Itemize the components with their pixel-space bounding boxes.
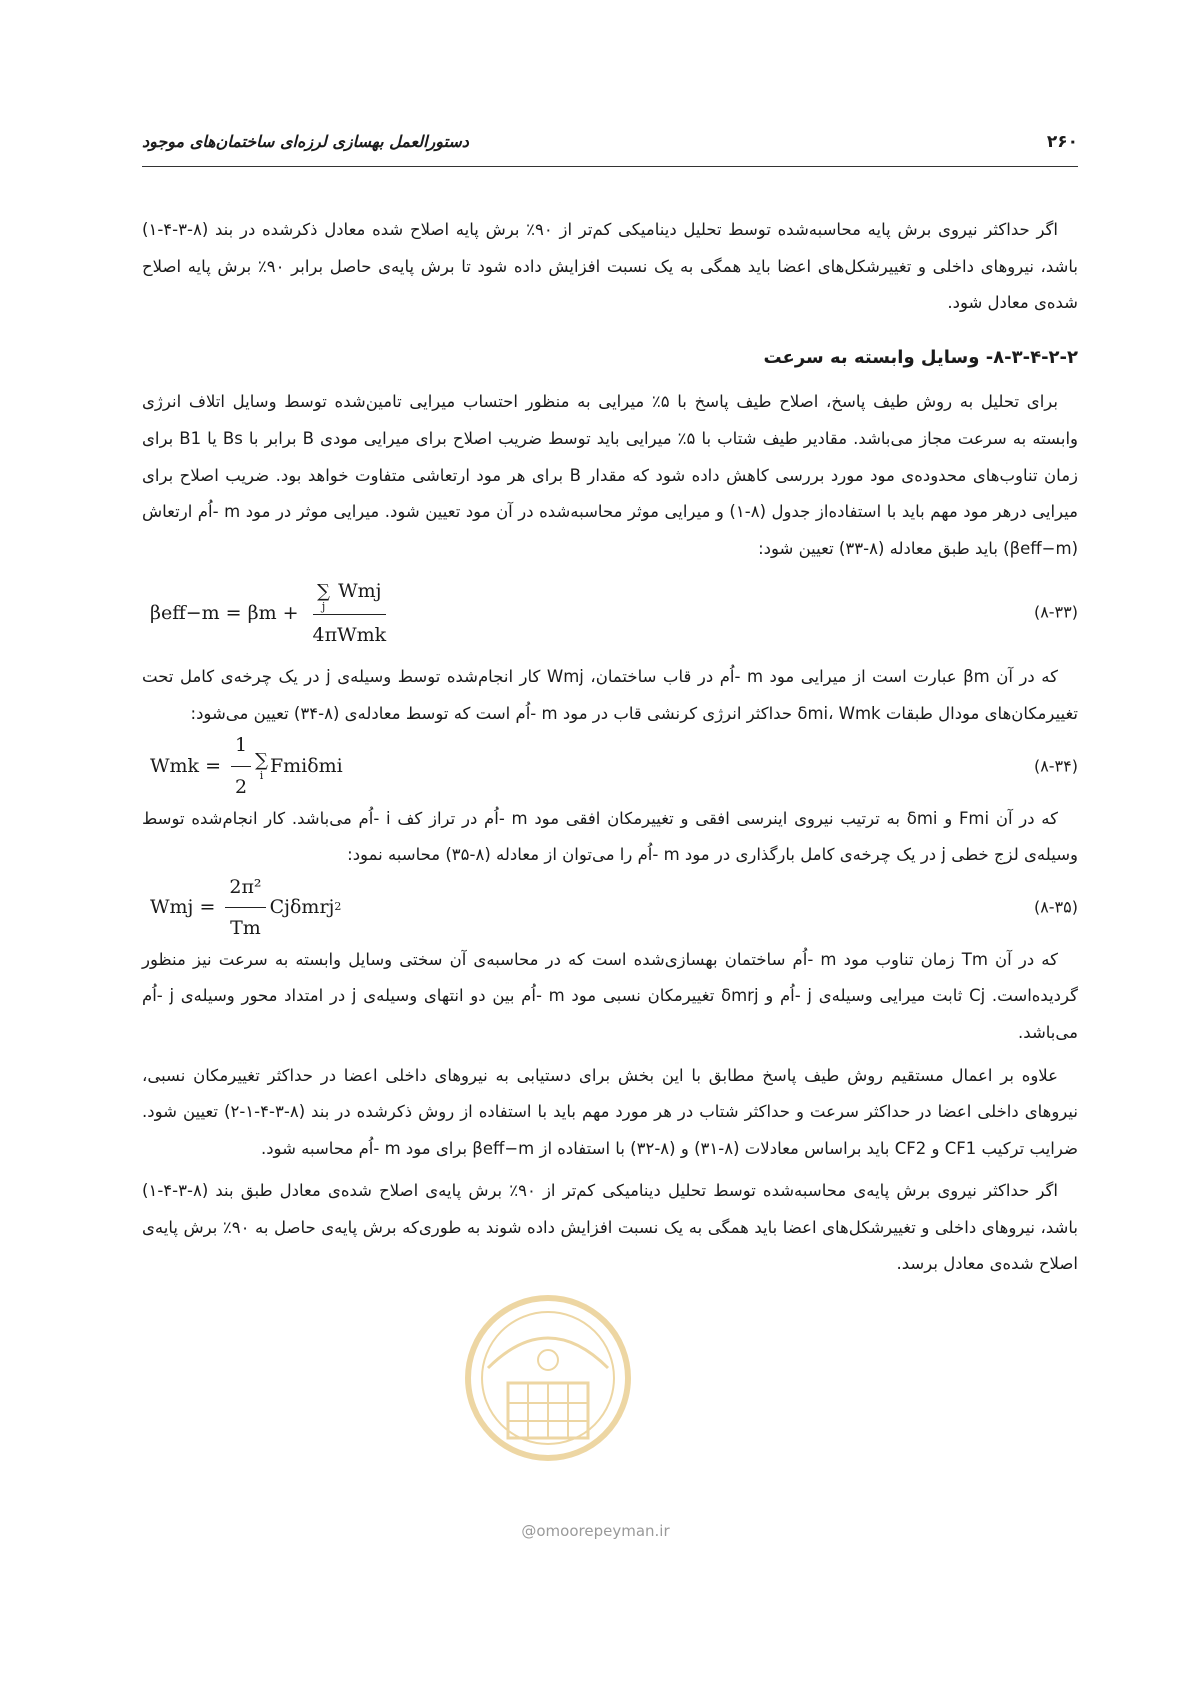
equation-34 <box>142 734 1078 799</box>
eq34-equals: = <box>205 755 221 778</box>
eq34-sum <box>255 752 268 781</box>
footer-site-url: @omoorepeyman.ir <box>521 1522 670 1540</box>
section-title: وسایل وابسته به سرعت <box>763 346 980 368</box>
eq33-numerator <box>313 573 385 615</box>
equation-35-number: (۸-۳۵) <box>1033 897 1078 917</box>
equation-33-number: (۸-۳۳) <box>1033 603 1078 623</box>
body-text <box>142 212 1078 1289</box>
paragraph-1: اگر حداکثر نیروی برش پایه محاسبه‌شده توسط تحلیل دینامیکی کم‌تر از ۹۰٪ برش پایه اصلاح شده معادل ذکرشده در بند (۸-۳-۴-۱) باشد، نیروهای داخلی و تغییرشکل‌های اعضا باید همگی به یک نسبت افزایش داده شود تا برش پایه‌ی حاصل برابر ۹۰٪ برش پایه اصلاح شده‌ی معادل شود. <box>142 220 1078 313</box>
paragraph-2: برای تحلیل به روش طیف پاسخ، اصلاح طیف پاسخ با ۵٪ میرایی به منظور احتساب میرایی تامین‌شده توسط وسایل اتلاف انرژی وابسته به سرعت مجاز می‌باشد. مقادیر طیف شتاب با ۵٪ میرایی باید توسط ضریب اصلاح برای میرایی مودی B برابر با Bs یا B1 برای زمان تناوب‌های محدوده‌ی مود مورد بررسی کاهش داده شود که مقدار B برای هر مود ارتعاشی متفاوت خواهد بود. ضریب اصلاح برای میرایی درهر مود مهم باید با استفاده‌از جدول (۸-۱) و میرایی موثر محاسبه‌شده در آن مود تعیین شود. میرایی موثر در مود m -اُم ارتعاش (βeff−m) باید طبق معادله (۸-۳۳) تعیین شود: <box>142 392 1079 558</box>
eq34-lhs: Wmk <box>150 755 200 778</box>
eq34-sum-index: i <box>259 769 264 783</box>
eq33-fraction <box>309 573 391 654</box>
eq34-body: Fmiδmi <box>269 755 343 778</box>
eq35-numerator: 2π² <box>225 869 265 909</box>
running-title: دستورالعمل بهسازی لرزه‌ای ساختمان‌های موجود <box>142 132 469 151</box>
eq35-body: Cjδmrj <box>269 896 335 919</box>
eq33-sum-index: j <box>321 600 326 614</box>
equation-33 <box>142 573 1078 653</box>
paragraph-6: علاوه بر اعمال مستقیم روش طیف پاسخ مطابق با این بخش برای دستیابی به نیروهای داخلی اعضا در حداکثر تغییرمکان نسبی، نیروهای داخلی اعضا در حداکثر سرعت و حداکثر شتاب در هر مورد مهم باید با استفاده از روش ذکرشده در بند (۸-۳-۴-۱-۲) تعیین شود. ضرایب ترکیب CF1 و CF2 باید براساس معادلات (۸-۳۱) و (۸-۳۲) با استفاده از βeff−m برای مود m -اُم محاسبه شود. <box>142 1065 1078 1158</box>
eq34-sigma: ∑ <box>255 750 268 772</box>
paragraph-5: که در آن Tm زمان تناوب مود m -اُم ساختمان بهسازی‌شده است که در محاسبه‌ی آن سختی وسایل وابسته به سرعت نیز منظور گردیده‌است. Cj ثابت میرایی وسیله‌ی j -اُم و δmrj تغییرمکان نسبی مود m -اُم بین دو انتهای وسیله‌ی j در امتداد محور وسیله‌ی j -اُم می‌باشد. <box>142 949 1078 1042</box>
equation-34-formula <box>150 734 343 799</box>
equation-35-formula <box>150 875 342 940</box>
paragraph-4: که در آن Fmi و δmi به ترتیب نیروی اینرسی افقی و تغییرمکان افقی مود m -اُم در تراز کف i -اُم می‌باشد. کار انجام‌شده توسط وسیله‌ی لزج خطی j در یک چرخه‌ی کامل بارگذاری در مود m -اُم را می‌توان از معادله (۸-۳۵) محاسبه نمود: <box>142 808 1078 865</box>
equation-35 <box>142 875 1078 940</box>
section-number: ۸-۳-۴-۲-۲- <box>985 346 1078 368</box>
eq34-numerator: 1 <box>231 727 251 767</box>
paragraph-3: که در آن βm عبارت است از میرایی مود m -اُم در قاب ساختمان، Wmj کار انجام‌شده توسط وسیله‌ی j در یک چرخه‌ی کامل تحت تغییرمکان‌های مودال طبقات δmi، Wmk حداکثر انرژی کرنشی قاب در مود m -اُم است که توسط معادله‌ی (۸-۳۴) تعیین می‌شود: <box>142 667 1078 723</box>
eq33-equals: = <box>225 602 242 625</box>
eq35-denominator: Tm <box>230 917 261 940</box>
eq33-plus: + <box>282 602 299 625</box>
equation-33-formula <box>150 573 394 653</box>
paragraph-7: اگر حداکثر نیروی برش پایه‌ی محاسبه‌شده توسط تحلیل دینامیکی کم‌تر از ۹۰٪ برش پایه‌ی اصلاح شده‌ی معادل طبق بند (۸-۳-۴-۱) باشد، نیروهای داخلی و تغییرشکل‌های اعضا باید همگی به یک نسبت افزایش داده شوند به طوری‌که برش پایه‌ی حاصل به ۹۰٪ برش پایه‌ی اصلاح شده‌ی معادل برسد. <box>142 1181 1078 1274</box>
eq33-sum <box>317 583 330 612</box>
eq34-fraction <box>231 727 251 805</box>
eq33-numerator-var: Wmj <box>338 580 382 603</box>
eq35-equals: = <box>199 896 216 919</box>
header-divider <box>142 166 1078 167</box>
eq33-denominator: 4πWmk <box>312 624 387 647</box>
page-header <box>142 132 1078 158</box>
eq35-exponent: 2 <box>334 900 342 914</box>
eq33-term1: βm <box>247 602 277 625</box>
emblem-stamp-icon <box>458 1288 638 1478</box>
page-number: ۲۶۰ <box>1046 132 1078 152</box>
eq35-fraction <box>225 869 265 947</box>
eq35-lhs: Wmj <box>150 896 194 919</box>
eq33-lhs: βeff−m <box>150 602 220 625</box>
section-heading <box>142 340 1078 377</box>
eq34-denominator: 2 <box>234 776 248 799</box>
equation-34-number: (۸-۳۴) <box>1033 756 1078 776</box>
eq33-sigma: ∑ <box>317 581 331 603</box>
